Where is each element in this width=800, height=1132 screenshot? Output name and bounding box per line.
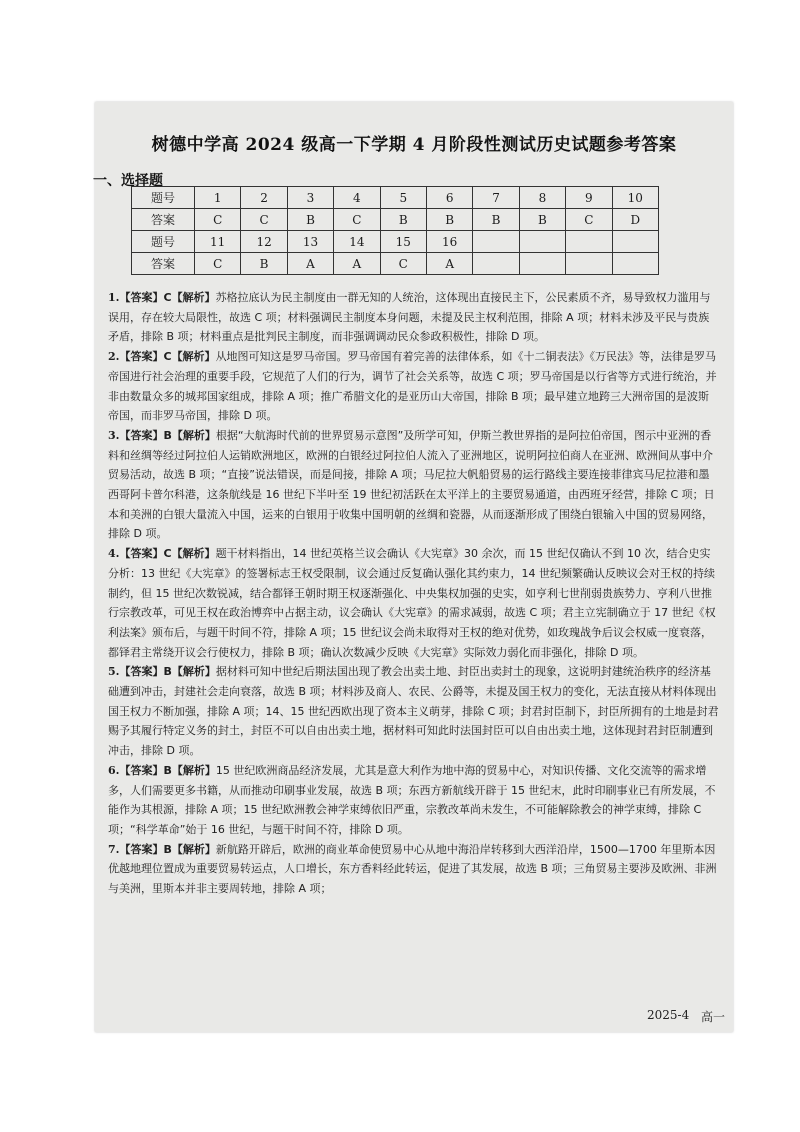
answer-tag: 【答案】C <box>119 547 172 561</box>
explanation-number: 2. <box>108 350 120 364</box>
explanation-text: 15 世纪欧洲商品经济发展，尤其是意大利作为地中海的贸易中心，对知识传播、文化交流等的需求增多，人们需要更多书籍，从而推动印刷事业发展，故选 B 项；东西方新航线开辟于 15 世纪末，此时印刷事业已有所发展，不能作为其根源，排除 A 项；15 世纪欧洲教会神学束缚依旧严重，宗教改革尚未发生，不可能解除教会的神学束缚，排除 C 项；“科学革命”始于 16 世纪，与题干时间不符，排除 D 项。 <box>108 763 716 836</box>
explanations-list <box>108 288 720 899</box>
table-cell <box>612 253 658 275</box>
explanation-item <box>108 840 720 899</box>
table-cell: 11 <box>195 231 241 253</box>
answer-key-table <box>131 186 659 275</box>
table-cell: 12 <box>241 231 287 253</box>
explanation-text: 根据“大航海时代前的世界贸易示意图”及所学可知，伊斯兰教世界指的是阿拉伯帝国，图示中亚洲的香料和丝绸等经过阿拉伯人运销欧洲地区，欧洲的白银经过阿拉伯人流入了亚洲地区，说明阿拉伯商人在亚洲、欧洲间从事中介贸易活动，故选 B 项；“直接”说法错误，而是间接，排除 A 项；马尼拉大帆船贸易的运行路线主要连接菲律宾马尼拉港和墨西哥阿卡普尔科港，这条航线是 16 世纪下半叶至 19 世纪初活跃在太平洋上的主要贸易通道，由西班牙经营，排除 C 项；日本和美洲的白银大量流入中国，运来的白银用于收集中国明朝的丝绸和瓷器，从而逐渐形成了围绕白银输入中国的贸易网络，排除 D 项。 <box>108 428 715 541</box>
table-cell: 8 <box>519 187 565 209</box>
table-cell: B <box>473 209 519 231</box>
table-cell: 14 <box>334 231 380 253</box>
analysis-tag: 【解析】 <box>171 428 216 442</box>
table-row <box>132 209 659 231</box>
table-cell: 7 <box>473 187 519 209</box>
table-cell: 6 <box>426 187 472 209</box>
table-row-header: 答案 <box>132 209 195 231</box>
table-row <box>132 253 659 275</box>
table-cell: D <box>612 209 658 231</box>
explanation-number: 4. <box>108 547 120 561</box>
answer-tag: 【答案】C <box>119 350 172 364</box>
table-cell: 1 <box>195 187 241 209</box>
explanation-item <box>108 288 720 347</box>
explanation-number: 6. <box>108 763 120 777</box>
section-heading: 一、选择题 <box>93 173 163 189</box>
table-cell: B <box>380 209 426 231</box>
answer-tag: 【答案】B <box>119 428 172 442</box>
table-cell <box>566 253 612 275</box>
table-row-header: 题号 <box>132 231 195 253</box>
explanation-text: 新航路开辟后，欧洲的商业革命使贸易中心从地中海沿岸转移到大西洋沿岸，1500—1700 年里斯本因优越地理位置成为重要贸易转运点，人口增长，东方香料经此转运，促进了其发展，故选 B 项；三角贸易主要涉及欧洲、非洲与美洲，里斯本并非主要周转地，排除 A 项； <box>108 842 717 896</box>
table-cell <box>519 253 565 275</box>
footer-grade: 高一 <box>701 1010 726 1024</box>
table-cell <box>473 231 519 253</box>
analysis-tag: 【解析】 <box>171 842 216 856</box>
table-cell: C <box>195 209 241 231</box>
explanation-text: 苏格拉底认为民主制度由一群无知的人统治，这体现出直接民主下，公民素质不齐，易导致权力滥用与误用，存在较大局限性，故选 C 项；材料强调民主制度本身问题，未提及民主权利范围，排除 A 项；材料未涉及平民与贵族矛盾，排除 B 项；材料重点是批判民主制度，而非强调调动民众参政积极性，排除 D 项。 <box>108 291 711 344</box>
table-cell: C <box>566 209 612 231</box>
table-cell: C <box>334 209 380 231</box>
table-cell: 9 <box>566 187 612 209</box>
table-row <box>132 231 659 253</box>
table-cell: A <box>287 253 333 275</box>
analysis-tag: 【解析】 <box>171 763 216 777</box>
explanation-item <box>108 347 720 426</box>
explanation-text: 据材料可知中世纪后期法国出现了教会出卖土地、封臣出卖封土的现象，这说明封建统治秩序的经济基础遭到冲击，封建社会走向衰落，故选 B 项；材料涉及商人、农民、公爵等，未提及国王权力的变化，无法直接从材料体现出国王权力不断加强，排除 A 项；14、15 世纪西欧出现了资本主义萌芽，排除 C 项；封君封臣制下，封臣所拥有的土地是封君赐予其履行特定义务的封土，封臣不可以自由出卖土地，据材料可知此时法国封臣可以自由出卖土地，这体现封君封臣制遭到冲击，排除 D 项。 <box>108 665 719 758</box>
table-cell: B <box>287 209 333 231</box>
table-cell <box>566 231 612 253</box>
explanation-item <box>108 426 720 544</box>
analysis-tag: 【解析】 <box>171 350 216 364</box>
explanation-item <box>108 662 720 761</box>
table-cell: 16 <box>426 231 472 253</box>
table-cell: C <box>241 209 287 231</box>
table-cell: A <box>426 253 472 275</box>
explanation-text: 从地图可知这是罗马帝国。罗马帝国有着完善的法律体系，如《十二铜表法》《万民法》等，法律是罗马帝国进行社会治理的重要手段，它规范了人们的行为，调节了社会关系等，故选 C 项；罗马帝国是以行省等方式进行统治，并非由数量众多的城邦国家组成，排除 A 项；推广希腊文化的是亚历山大帝国，排除 B 项；最早建立地跨三大洲帝国的是波斯帝国，而非罗马帝国，排除 D 项。 <box>108 350 717 423</box>
table-cell: 15 <box>380 231 426 253</box>
table-cell: A <box>334 253 380 275</box>
table-cell: 13 <box>287 231 333 253</box>
answer-tag: 【答案】B <box>119 763 172 777</box>
table-row-header: 题号 <box>132 187 195 209</box>
table-cell: 10 <box>612 187 658 209</box>
answer-tag: 【答案】B <box>119 842 172 856</box>
analysis-tag: 【解析】 <box>171 547 216 561</box>
answer-tag: 【答案】B <box>119 665 172 679</box>
page-title: 树德中学高 2024 级高一下学期 4 月阶段性测试历史试题参考答案 <box>151 135 677 155</box>
explanation-number: 3. <box>108 428 120 442</box>
explanation-number: 7. <box>108 842 120 856</box>
footer-date: 2025-4 <box>647 1008 690 1022</box>
table-row <box>132 187 659 209</box>
analysis-tag: 【解析】 <box>171 665 216 679</box>
table-cell: C <box>380 253 426 275</box>
table-cell: C <box>195 253 241 275</box>
table-cell: 4 <box>334 187 380 209</box>
table-cell: B <box>519 209 565 231</box>
table-cell <box>473 253 519 275</box>
table-cell: B <box>426 209 472 231</box>
analysis-tag: 【解析】 <box>171 291 216 304</box>
answer-sheet-page <box>95 102 733 1032</box>
answer-tag: 【答案】C <box>119 291 172 304</box>
table-row-header: 答案 <box>132 253 195 275</box>
table-cell: 5 <box>380 187 426 209</box>
table-cell <box>612 231 658 253</box>
table-cell: 3 <box>287 187 333 209</box>
explanation-number: 5. <box>108 665 120 679</box>
explanation-number: 1. <box>108 291 120 304</box>
explanation-item <box>108 761 720 840</box>
table-cell: 2 <box>241 187 287 209</box>
explanation-text: 题干材料指出，14 世纪英格兰议会确认《大宪章》30 余次，而 15 世纪仅确认不到 10 次，结合史实分析：13 世纪《大宪章》的签署标志王权受限制，议会通过反复确认强化其约束力，14 世纪频繁确认反映议会对王权的持续制约，但 15 世纪次数锐减，结合都铎王朝时期王权逐渐强化、中央集权加强的史实，如亨利七世削弱贵族势力、亨利八世推行宗教改革，可见王权在政治博弈中占据主动，议会确认《大宪章》的需求减弱，故选 C 项；君主立宪制确立于 17 世纪《权利法案》颁布后，与题干时间不符，排除 A 项；15 世纪议会尚未取得对王权的绝对优势，如玫瑰战争后议会权威一度衰落，都铎君主常绕开议会行使权力，排除 B 项；确认次数减少反映《大宪章》实际效力弱化而非强化，排除 D 项。 <box>108 547 716 659</box>
table-cell: B <box>241 253 287 275</box>
explanation-item <box>108 544 720 662</box>
table-cell <box>519 231 565 253</box>
